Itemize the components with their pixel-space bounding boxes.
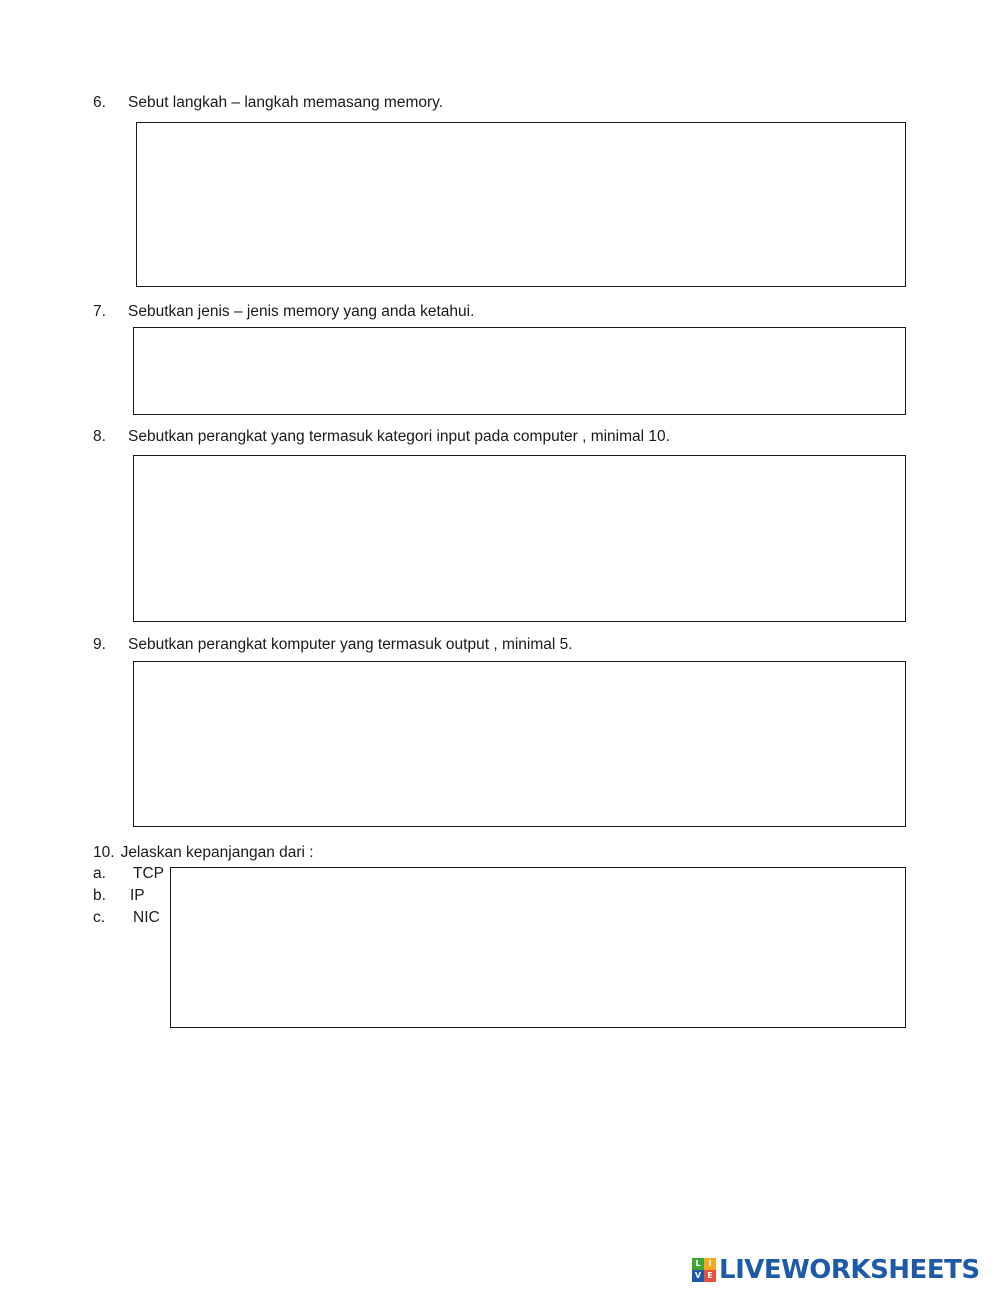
list-term: TCP bbox=[133, 865, 164, 882]
logo-cell: L bbox=[692, 1258, 704, 1270]
answer-box-8[interactable] bbox=[133, 455, 906, 622]
list-term: IP bbox=[130, 887, 145, 904]
question-number: 7. bbox=[93, 303, 106, 320]
answer-box-7[interactable] bbox=[133, 327, 906, 415]
brand-name: LIVEWORKSHEETS bbox=[719, 1255, 980, 1285]
liveworksheets-brand[interactable] bbox=[692, 1255, 980, 1285]
question-text: Jelaskan kepanjangan dari : bbox=[120, 844, 314, 861]
logo-cell: E bbox=[704, 1270, 716, 1282]
logo-cell: I bbox=[704, 1258, 716, 1270]
question-text: Sebutkan perangkat komputer yang termasuk output , minimal 5. bbox=[128, 636, 573, 653]
question-text: Sebut langkah – langkah memasang memory. bbox=[128, 94, 444, 111]
question-number: 8. bbox=[93, 428, 106, 445]
question-number: 10. bbox=[93, 844, 115, 861]
list-letter: b. bbox=[93, 887, 106, 904]
logo-cell: V bbox=[692, 1270, 704, 1282]
list-letter: c. bbox=[93, 909, 106, 926]
answer-box-10[interactable] bbox=[170, 867, 906, 1028]
answer-box-6[interactable] bbox=[136, 122, 906, 287]
liveworksheets-logo-icon bbox=[692, 1258, 716, 1282]
question-number: 6. bbox=[93, 94, 106, 111]
answer-box-9[interactable] bbox=[133, 661, 906, 827]
list-letter: a. bbox=[93, 865, 106, 882]
question-number: 9. bbox=[93, 636, 106, 653]
list-term: NIC bbox=[133, 909, 160, 926]
question-text: Sebutkan perangkat yang termasuk kategori input pada computer , minimal 10. bbox=[128, 428, 670, 445]
question-text: Sebutkan jenis – jenis memory yang anda ketahui. bbox=[128, 303, 475, 320]
question-10 bbox=[93, 843, 314, 863]
